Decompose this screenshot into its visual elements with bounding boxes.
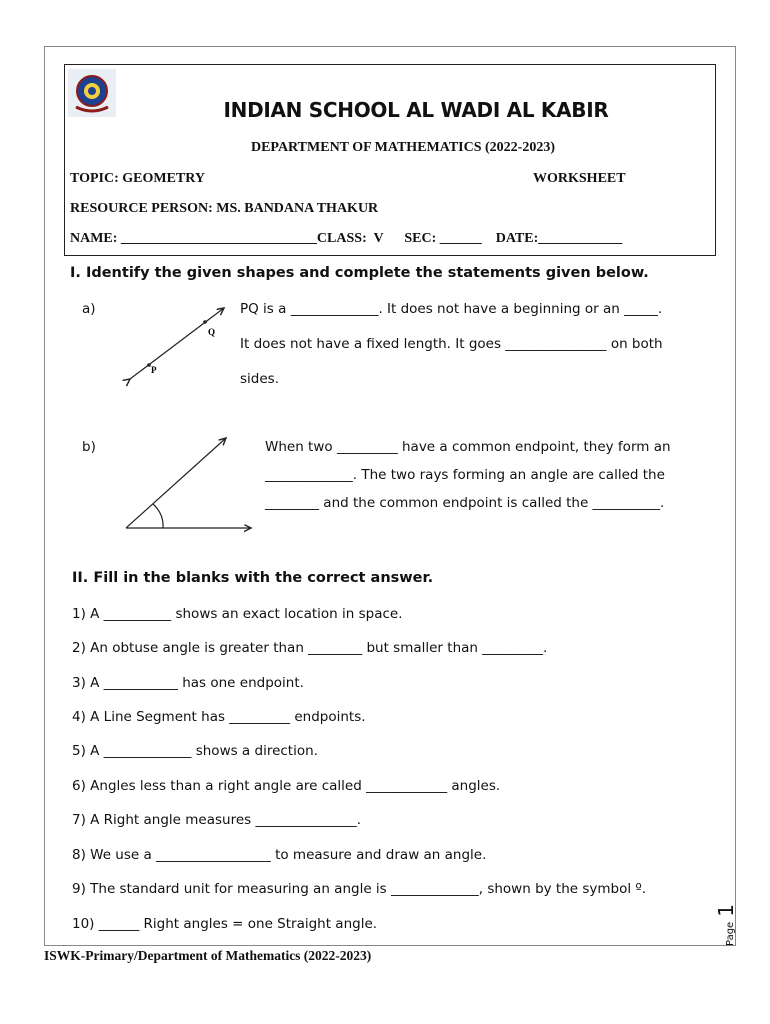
footer-text: ISWK-Primary/Department of Mathematics (2022-2023) <box>44 948 372 963</box>
fill-item-4: 4) A Line Segment has _________ endpoints. <box>72 709 366 725</box>
point-p-label: P <box>151 365 157 375</box>
question-b-line-3: ________ and the common endpoint is called the __________. <box>265 495 665 511</box>
fill-item-9: 9) The standard unit for measuring an angle is _____________, shown by the symbol º. <box>72 881 647 897</box>
question-b-label: b) <box>82 439 96 455</box>
page-digit: 1 <box>714 903 738 917</box>
school-name: INDIAN SCHOOL AL WADI AL KABIR <box>223 98 609 122</box>
question-a-line-1: PQ is a _____________. It does not have a beginning or an _____. <box>240 301 663 317</box>
fill-item-8: 8) We use a _________________ to measure and draw an angle. <box>72 847 487 863</box>
fill-item-1: 1) A __________ shows an exact location in space. <box>72 606 403 622</box>
question-a-line-2: It does not have a fixed length. It goes _______________ on both <box>240 336 663 352</box>
angle-figure <box>120 432 260 536</box>
department-title: DEPARTMENT OF MATHEMATICS (2022-2023) <box>250 140 555 155</box>
page-word: Page <box>725 921 736 946</box>
name-class-sec-date-row: NAME: ____________________________CLASS: V SEC: ______ DATE:____________ <box>70 231 623 246</box>
fill-item-5: 5) A _____________ shows a direction. <box>72 743 318 759</box>
question-a-line-3: sides. <box>240 371 279 387</box>
fill-item-6: 6) Angles less than a right angle are called ____________ angles. <box>72 778 501 794</box>
section1-heading: I. Identify the given shapes and complete the statements given below. <box>70 265 649 281</box>
worksheet-label: WORKSHEET <box>533 171 626 186</box>
fill-item-10: 10) ______ Right angles = one Straight angle. <box>72 916 378 932</box>
page-number <box>714 896 754 946</box>
point-q-label: Q <box>208 327 216 337</box>
fill-item-3: 3) A ___________ has one endpoint. <box>72 675 304 691</box>
question-b-line-2: _____________. The two rays forming an angle are called the <box>265 467 665 483</box>
section2-heading: II. Fill in the blanks with the correct answer. <box>72 570 434 586</box>
line-pq-figure <box>120 300 240 390</box>
question-b-line-1: When two _________ have a common endpoint, they form an <box>265 439 671 455</box>
header-box <box>64 64 716 256</box>
fill-item-7: 7) A Right angle measures _______________. <box>72 812 362 828</box>
fill-item-2: 2) An obtuse angle is greater than ________ but smaller than _________. <box>72 640 548 656</box>
question-a-label: a) <box>82 301 96 317</box>
topic-label: TOPIC: GEOMETRY <box>70 171 205 186</box>
resource-person: RESOURCE PERSON: MS. BANDANA THAKUR <box>70 201 379 216</box>
